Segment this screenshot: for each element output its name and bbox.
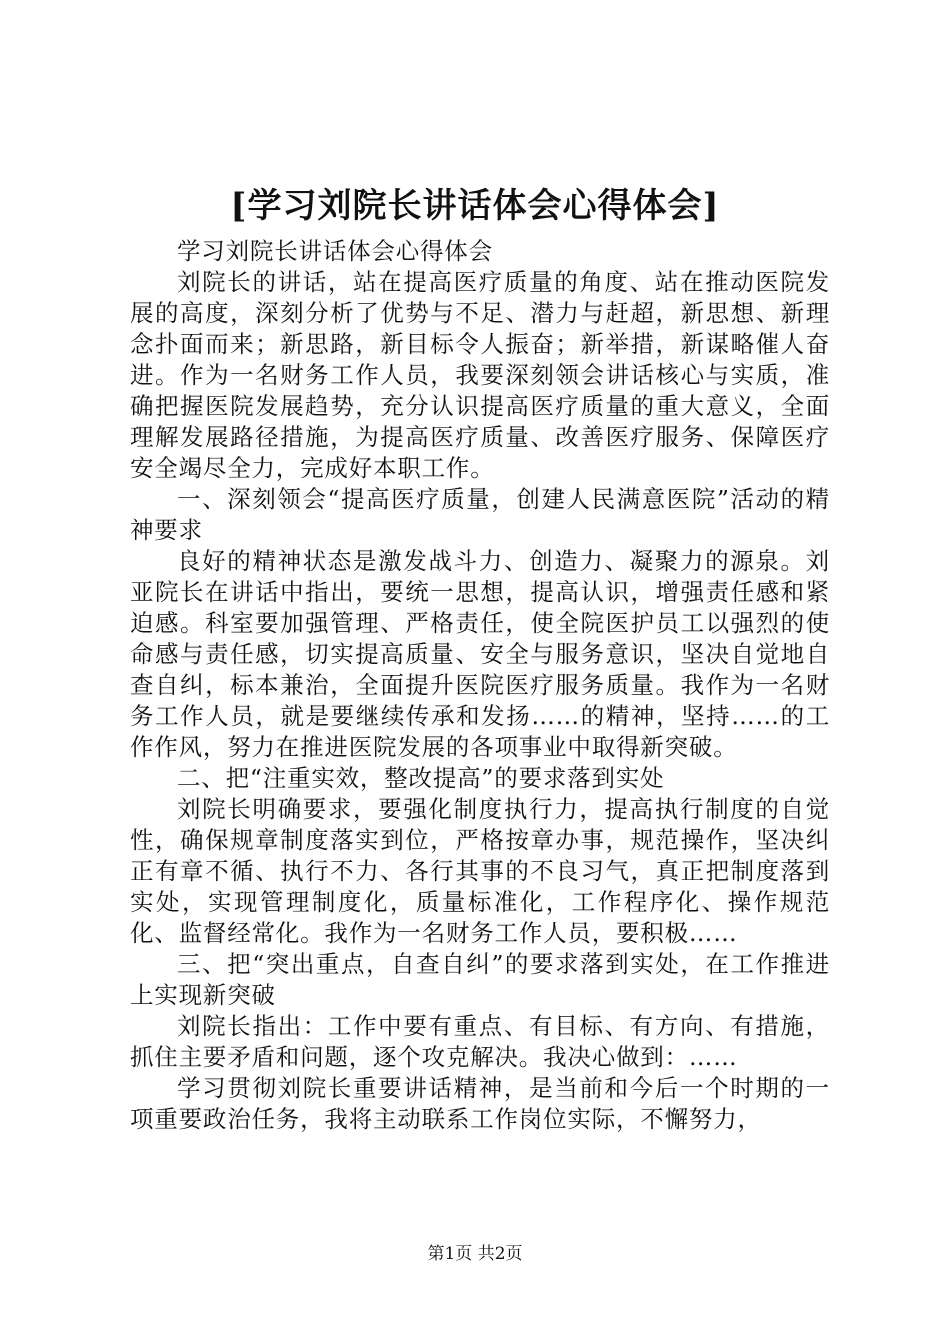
paragraph-section-two: 刘院长明确要求，要强化制度执行力，提高执行制度的自觉性，确保规章制度落实到位，严格按章办事，规范操作，坚决纠正有章不循、执行不力、各行其事的不良习气，真正把制度落到实处，实现管理制度化，质量标准化，工作程序化、操作规范化、监督经常化。我作为一名财务工作人员，要积极……	[130, 795, 830, 947]
paragraph-conclusion: 学习贯彻刘院长重要讲话精神，是当前和今后一个时期的一项重要政治任务，我将主动联系工作岗位实际，不懈努力，	[130, 1074, 830, 1133]
section-heading-one: 一、深刻领会“提高医疗质量，创建人民满意医院”活动的精神要求	[130, 485, 830, 544]
paragraph-heading: 学习刘院长讲话体会心得体会	[177, 237, 493, 265]
section-heading-two: 二、把“注重实效，整改提高”的要求落到实处	[177, 764, 665, 792]
paragraph-section-one: 良好的精神状态是激发战斗力、创造力、凝聚力的源泉。刘亚院长在讲话中指出，要统一思想，提高认识，增强责任感和紧迫感。科室要加强管理、严格责任，使全院医护员工以强烈的使命感与责任感，切实提高质量、安全与服务意识，坚决自觉地自查自纠，标本兼治，全面提升医院医疗服务质量。我作为一名财务工作人员，就是要继续传承和发扬……的精神，坚持……的工作作风，努力在推进医院发展的各项事业中取得新突破。	[130, 547, 830, 761]
paragraph-intro: 刘院长的讲话，站在提高医疗质量的角度、站在推动医院发展的高度，深刻分析了优势与不足、潜力与赶超，新思想、新理念扑面而来；新思路，新目标令人振奋；新举措，新谋略催人奋进。作为一名财务工作人员，我要深刻领会讲话核心与实质，准确把握医院发展趋势，充分认识提高医疗质量的重大意义，全面理解发展路径措施，为提高医疗质量、改善医疗服务、保障医疗安全竭尽全力，完成好本职工作。	[130, 268, 830, 482]
paragraph-section-three: 刘院长指出：工作中要有重点、有目标、有方向、有措施，抓住主要矛盾和问题，逐个攻克解决。我决心做到：……	[130, 1012, 830, 1071]
section-heading-three: 三、把“突出重点，自查自纠”的要求落到实处，在工作推进上实现新突破	[130, 950, 830, 1009]
page-number-footer: 第1页 共2页	[427, 1244, 523, 1264]
document-title: [学习刘院长讲话体会心得体会]	[230, 186, 720, 226]
document-body	[130, 236, 830, 1135]
